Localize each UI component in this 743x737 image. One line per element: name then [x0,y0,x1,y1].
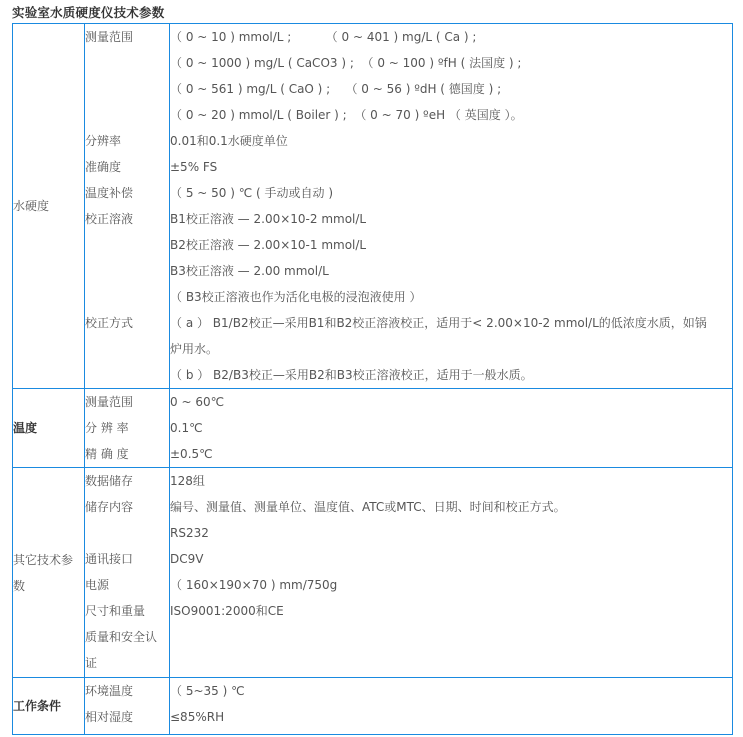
value-accuracy: ±5% FS [170,160,218,174]
label-range: 测量范围 [85,30,134,44]
work-values [170,678,733,735]
label-humidity: 相对湿度 [85,710,134,724]
label-cal-method: 校正方式 [85,316,134,330]
group-label-hardness: 水硬度 [13,24,85,389]
hardness-labels [85,24,170,389]
value-temp-resolution: 0.1℃ [170,421,203,435]
table-row-other [13,468,733,678]
temperature-labels [85,389,170,468]
temperature-values [170,389,733,468]
label-ambient-temp: 环境温度 [85,684,134,698]
cal-solution-b1: B1校正溶液 — 2.00×10-2 mmol/L [170,212,367,226]
label-temp-resolution: 分 辨 率 [85,421,129,435]
table-row-work [13,678,733,735]
label-power: 电源 [85,578,110,592]
label-storage-content: 储存内容 [85,500,134,514]
value-rs232: RS232 [170,526,209,540]
label-comm-interface: 通讯接口 [85,552,134,566]
cal-solution-b2: B2校正溶液 — 2.00×10-1 mmol/L [170,238,367,252]
hardness-values [170,24,733,389]
label-temp-accuracy: 精 确 度 [85,447,129,461]
range-line-1: （ 0 ~ 10 ) mmol/L ; （ 0 ~ 401 ) mg/L ( Ca ) ; [170,30,477,44]
value-data-storage: 128组 [170,474,205,488]
range-line-2: （ 0 ~ 1000 ) mg/L ( CaCO3 ) ; （ 0 ~ 100 ) ºfH ( 法国度 ) ; [170,56,522,70]
cal-method-a: （ a ） B1/B2校正—采用B1和B2校正溶液校正，适用于< 2.00×10-2 mmol/L的低浓度水质，如锅炉用水。 [170,316,707,356]
label-quality-cert: 质量和安全认证 [85,630,158,670]
spec-table [12,23,733,735]
value-humidity: ≤85%RH [170,710,225,724]
label-temp-comp: 温度补偿 [85,186,134,200]
range-line-4: （ 0 ~ 20 ) mmol/L ( Boiler ) ; （ 0 ~ 70 ) ºeH （ 英国度 ）。 [170,108,523,122]
cal-solution-note: （ B3校正溶液也作为活化电极的浸泡液使用 ） [170,290,422,304]
value-ambient-temp: （ 5~35 ) ℃ [170,684,245,698]
value-dc9v: DC9V [170,552,204,566]
table-row-temperature [13,389,733,468]
work-labels [85,678,170,735]
label-size-weight: 尺寸和重量 [85,604,146,618]
cal-solution-b3: B3校正溶液 — 2.00 mmol/L [170,264,329,278]
range-line-3: （ 0 ~ 561 ) mg/L ( CaO ) ; （ 0 ~ 56 ) ºdH ( 德国度 ) ; [170,82,502,96]
other-values [170,468,733,678]
page-title: 实验室水质硬度仪技术参数 [12,5,165,20]
value-resolution: 0.01和0.1水硬度单位 [170,134,288,148]
value-size: （ 160×190×70 ) mm/750g [170,578,338,592]
group-label-work: 工作条件 [13,678,85,735]
group-label-other: 其它技术参数 [13,468,85,678]
group-label-temperature: 温度 [13,389,85,468]
label-accuracy: 准确度 [85,160,122,174]
value-temp-comp: （ 5 ~ 50 ) ℃ ( 手动或自动 ) [170,186,333,200]
label-data-storage: 数据储存 [85,474,134,488]
value-temp-accuracy: ±0.5℃ [170,447,213,461]
label-resolution: 分辨率 [85,134,122,148]
value-temp-range: 0 ~ 60℃ [170,395,225,409]
cal-method-b: （ b ） B2/B3校正—采用B2和B3校正溶液校正，适用于一般水质。 [170,368,533,382]
value-cert: ISO9001:2000和CE [170,604,284,618]
value-storage-content: 编号、测量值、测量单位、温度值、ATC或MTC、日期、时间和校正方式。 [170,500,566,514]
label-temp-range: 测量范围 [85,395,134,409]
table-row-hardness [13,24,733,389]
other-labels [85,468,170,678]
label-cal-solution: 校正溶液 [85,212,134,226]
